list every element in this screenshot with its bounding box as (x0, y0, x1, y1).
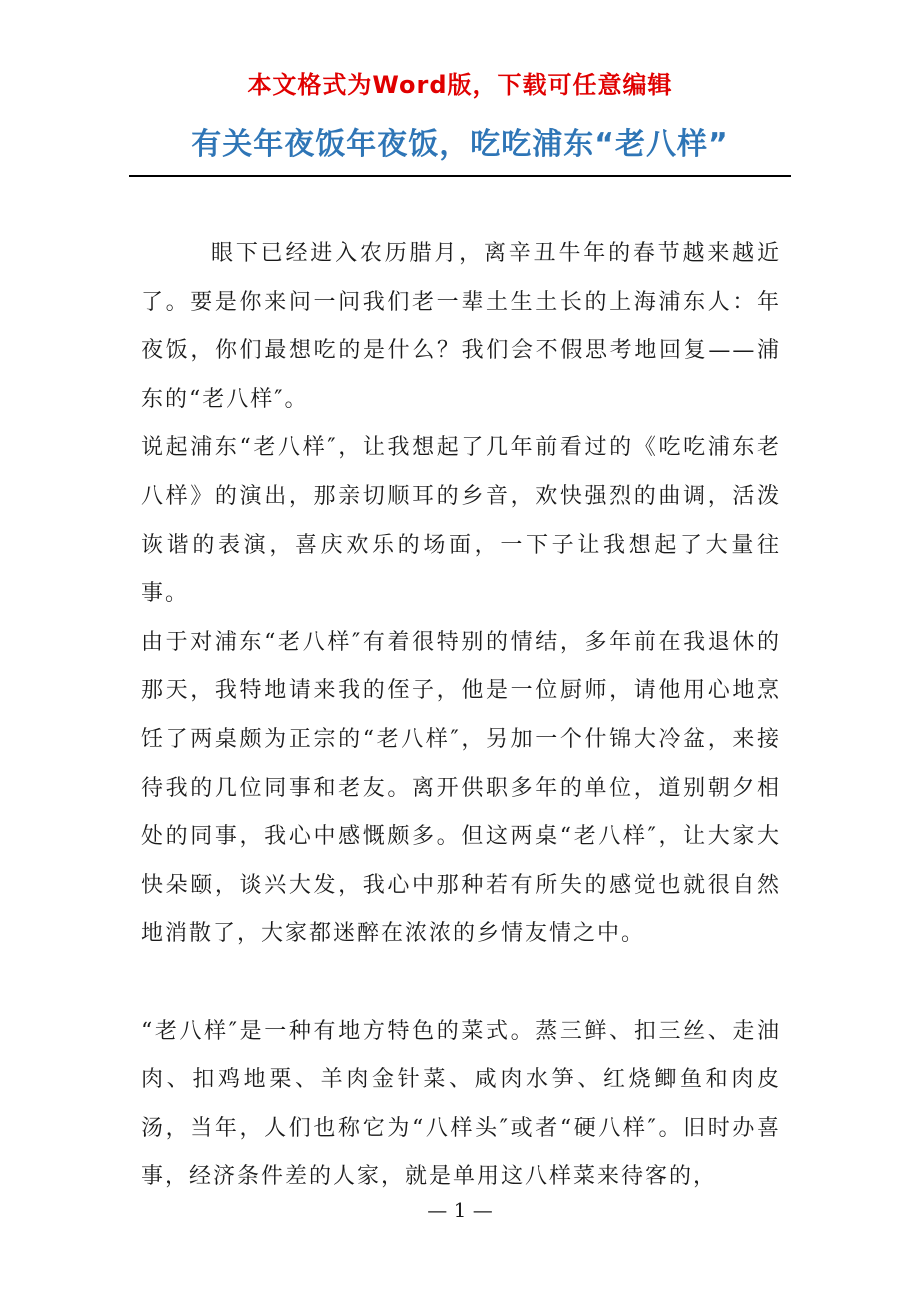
paragraph-spacer (141, 959, 781, 1008)
page-number: — 1 — (427, 1198, 493, 1222)
title-divider (129, 175, 791, 177)
format-notice: 本文格式为Word版，下载可任意编辑 (247, 71, 673, 99)
article-title: 有关年夜饭年夜饭，吃吃浦东“老八样” (191, 127, 729, 162)
paragraph-2: 说起浦东“老八样″，让我想起了几年前看过的《吃吃浦东老八样》的演出，那亲切顺耳的乡音，欢快强烈的曲调，活泼诙谐的表演，喜庆欢乐的场面，一下子让我想起了大量往事。 (141, 435, 781, 607)
paragraph-3: 由于对浦东“老八样″有着很特别的情结，多年前在我退休的那天，我特地请来我的侄子，他是一位厨师，请他用心地烹饪了两桌颇为正宗的“老八样″，另加一个什锦大冷盆，来接待我的几位同事和老友。离开供职多年的单位，道别朝夕相处的同事，我心中感慨颇多。但这两桌“老八样″，让大家大快朵颐，谈兴大发，我心中那种若有所失的感觉也就很自然地消散了，大家都迷醉在浓浓的乡情友情之中。 (141, 629, 781, 947)
paragraph-1: 眼下已经进入农历腊月，离辛丑牛年的春节越来越近了。要是你来问一问我们老一辈土生土长的上海浦东人：年夜饭，你们最想吃的是什么？我们会不假思考地回复——浦东的“老八样″。 (141, 241, 781, 412)
paragraph-4: “老八样″是一种有地方特色的菜式。蒸三鲜、扣三丝、走油肉、扣鸡地栗、羊肉金针菜、咸肉水笋、红烧鲫鱼和肉皮汤，当年，人们也称它为“八样头″或者“硬八样″。旧时办喜事，经济条件差的人家，就是单用这八样菜来待客的， (141, 1018, 781, 1190)
article-body (141, 230, 781, 1202)
